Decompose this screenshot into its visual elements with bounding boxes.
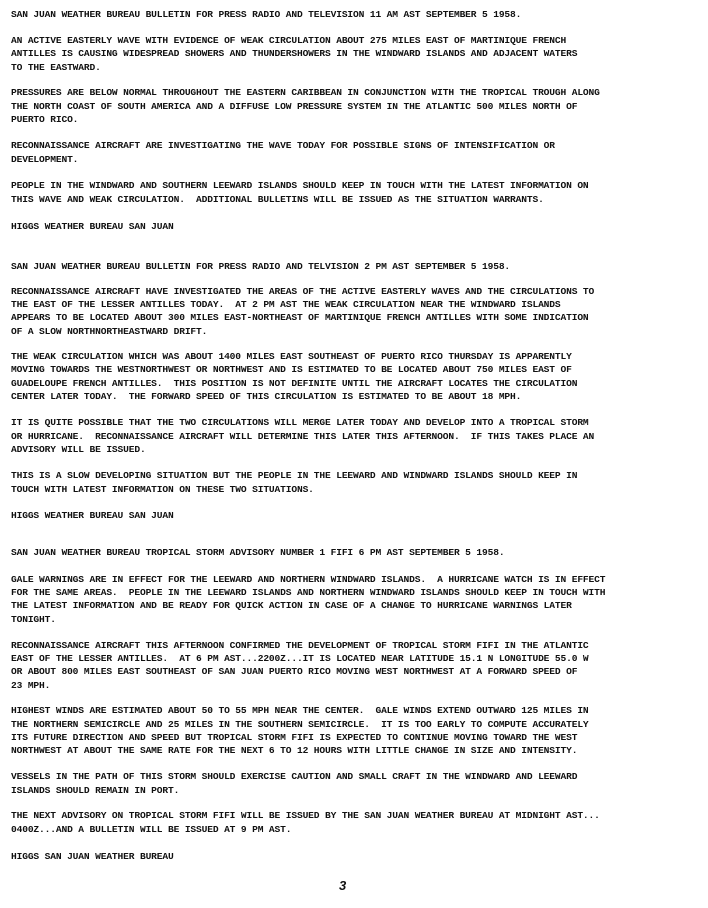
bulletin-1-heading: SAN JUAN WEATHER BUREAU BULLETIN FOR PRESS RADIO AND TELEVISION 11 AM AST SEPTEMBER 5 1958. bbox=[11, 9, 522, 20]
advisory-p4-line: VESSELS IN THE PATH OF THIS STORM SHOULD EXERCISE CAUTION AND SMALL CRAFT IN THE WINDWARD AND LEEWARD bbox=[11, 771, 578, 782]
bulletin-2-p1-line: OF A SLOW NORTHNORTHEASTWARD DRIFT. bbox=[11, 326, 208, 337]
advisory-p3-line: NORTHWEST AT ABOUT THE SAME RATE FOR THE NEXT 6 TO 12 HOURS WITH LITTLE CHANGE IN SIZE AND INTENSITY. bbox=[11, 745, 578, 756]
bulletin-1-p1-line: TO THE EASTWARD. bbox=[11, 62, 101, 73]
advisory-p2-line: 23 MPH. bbox=[11, 680, 51, 691]
bulletin-2-p4-line: TOUCH WITH LATEST INFORMATION ON THESE TWO SITUATIONS. bbox=[11, 484, 314, 495]
bulletin-2-p2-line: THE WEAK CIRCULATION WHICH WAS ABOUT 1400 MILES EAST SOUTHEAST OF PUERTO RICO THURSDAY IS APPARENTLY bbox=[11, 351, 572, 362]
bulletin-2-signature: HIGGS WEATHER BUREAU SAN JUAN bbox=[11, 510, 174, 521]
advisory-heading: SAN JUAN WEATHER BUREAU TROPICAL STORM ADVISORY NUMBER 1 FIFI 6 PM AST SEPTEMBER 5 1958. bbox=[11, 547, 505, 558]
advisory-p2-line: RECONNAISSANCE AIRCRAFT THIS AFTERNOON CONFIRMED THE DEVELOPMENT OF TROPICAL STORM FIFI IN THE ATLANTIC bbox=[11, 640, 589, 651]
advisory-p4-line: ISLANDS SHOULD REMAIN IN PORT. bbox=[11, 785, 180, 796]
advisory-p3-line: THE NORTHERN SEMICIRCLE AND 25 MILES IN THE SOUTHERN SEMICIRCLE. IT IS TOO EARLY TO COMPUTE ACCURATELY bbox=[11, 719, 589, 730]
bulletin-1-signature: HIGGS WEATHER BUREAU SAN JUAN bbox=[11, 221, 174, 232]
advisory-p1-line: THE LATEST INFORMATION AND BE READY FOR QUICK ACTION IN CASE OF A CHANGE TO HURRICANE WARNINGS LATER bbox=[11, 600, 572, 611]
advisory-p2-line: EAST OF THE LESSER ANTILLES. AT 6 PM AST...2200Z...IT IS LOCATED NEAR LATITUDE 15.1 N LONGITUDE 55.0 W bbox=[11, 653, 589, 664]
advisory-p1-line: FOR THE SAME AREAS. PEOPLE IN THE LEEWARD ISLANDS AND NORTHERN WINDWARD ISLANDS SHOULD KEEP IN TOUCH WITH bbox=[11, 587, 606, 598]
bulletin-1-p3-line: DEVELOPMENT. bbox=[11, 154, 79, 165]
advisory-p3-line: HIGHEST WINDS ARE ESTIMATED ABOUT 50 TO 55 MPH NEAR THE CENTER. GALE WINDS EXTEND OUTWARD 125 MILES IN bbox=[11, 705, 589, 716]
advisory-p5-line: THE NEXT ADVISORY ON TROPICAL STORM FIFI WILL BE ISSUED BY THE SAN JUAN WEATHER BUREAU AT MIDNIGHT AST... bbox=[11, 810, 600, 821]
bulletin-2-p3-line: IT IS QUITE POSSIBLE THAT THE TWO CIRCULATIONS WILL MERGE LATER TODAY AND DEVELOP INTO A TROPICAL STORM bbox=[11, 417, 589, 428]
bulletin-2-p1-line: THE EAST OF THE LESSER ANTILLES TODAY. AT 2 PM AST THE WEAK CIRCULATION NEAR THE WINDWARD ISLANDS bbox=[11, 299, 561, 310]
bulletin-2-p3-line: ADVISORY WILL BE ISSUED. bbox=[11, 444, 146, 455]
bulletin-2-p1-line: RECONNAISSANCE AIRCRAFT HAVE INVESTIGATED THE AREAS OF THE ACTIVE EASTERLY WAVES AND THE CIRCULATIONS TO bbox=[11, 286, 595, 297]
bulletin-1-p3-line: RECONNAISSANCE AIRCRAFT ARE INVESTIGATING THE WAVE TODAY FOR POSSIBLE SIGNS OF INTENSIFICATION OR bbox=[11, 140, 555, 151]
bulletin-2-p4-line: THIS IS A SLOW DEVELOPING SITUATION BUT THE PEOPLE IN THE LEEWARD AND WINDWARD ISLANDS SHOULD KEEP IN bbox=[11, 470, 578, 481]
advisory-p2-line: OR ABOUT 800 MILES EAST SOUTHEAST OF SAN JUAN PUERTO RICO MOVING WEST NORTHWEST AT A FORWARD SPEED OF bbox=[11, 666, 578, 677]
page-number: 3 bbox=[339, 878, 347, 893]
advisory-p1-line: GALE WARNINGS ARE IN EFFECT FOR THE LEEWARD AND NORTHERN WINDWARD ISLANDS. A HURRICANE WATCH IS IN EFFECT bbox=[11, 574, 606, 585]
bulletin-2-p1-line: APPEARS TO BE LOCATED ABOUT 300 MILES EAST-NORTHEAST OF MARTINIQUE FRENCH ANTILLES WITH SOME INDICATION bbox=[11, 312, 589, 323]
bulletin-1-p1-line: ANTILLES IS CAUSING WIDESPREAD SHOWERS AND THUNDERSHOWERS IN THE WINDWARD ISLANDS AND ADJACENT WATERS bbox=[11, 48, 578, 59]
bulletin-2-p2-line: GUADELOUPE FRENCH ANTILLES. THIS POSITION IS NOT DEFINITE UNTIL THE AIRCRAFT LOCATES THE CIRCULATION bbox=[11, 378, 578, 389]
advisory-p5-line: 0400Z...AND A BULLETIN WILL BE ISSUED AT 9 PM AST. bbox=[11, 824, 292, 835]
bulletin-1-p1-line: AN ACTIVE EASTERLY WAVE WITH EVIDENCE OF WEAK CIRCULATION ABOUT 275 MILES EAST OF MARTINIQUE FRENCH bbox=[11, 35, 567, 46]
advisory-signature: HIGGS SAN JUAN WEATHER BUREAU bbox=[11, 851, 174, 862]
bulletin-2-p2-line: MOVING TOWARDS THE WESTNORTHWEST OR NORTHWEST AND IS ESTIMATED TO BE LOCATED ABOUT 750 MILES EAST OF bbox=[11, 364, 572, 375]
advisory-p1-line: TONIGHT. bbox=[11, 614, 56, 625]
bulletin-2-heading: SAN JUAN WEATHER BUREAU BULLETIN FOR PRESS RADIO AND TELVISION 2 PM AST SEPTEMBER 5 1958. bbox=[11, 261, 511, 272]
bulletin-1-p2-line: THE NORTH COAST OF SOUTH AMERICA AND A DIFFUSE LOW PRESSURE SYSTEM IN THE ATLANTIC 500 MILES NORTH OF bbox=[11, 101, 578, 112]
bulletin-2-p3-line: OR HURRICANE. RECONNAISSANCE AIRCRAFT WILL DETERMINE THIS LATER THIS AFTERNOON. IF THIS TAKES PLACE AN bbox=[11, 431, 595, 442]
bulletin-2-p2-line: CENTER LATER TODAY. THE FORWARD SPEED OF THIS CIRCULATION IS ESTIMATED TO BE ABOUT 18 MPH. bbox=[11, 391, 522, 402]
bulletin-1-p4-line: PEOPLE IN THE WINDWARD AND SOUTHERN LEEWARD ISLANDS SHOULD KEEP IN TOUCH WITH THE LATEST INFORMATION ON bbox=[11, 180, 589, 191]
advisory-p3-line: ITS FUTURE DIRECTION AND SPEED BUT TROPICAL STORM FIFI IS EXPECTED TO CONTINUE MOVING TOWARD THE WEST bbox=[11, 732, 578, 743]
bulletin-1-p4-line: THIS WAVE AND WEAK CIRCULATION. ADDITIONAL BULLETINS WILL BE ISSUED AS THE SITUATION WARRANTS. bbox=[11, 194, 544, 205]
bulletin-1-p2-line: PRESSURES ARE BELOW NORMAL THROUGHOUT THE EASTERN CARIBBEAN IN CONJUNCTION WITH THE TROPICAL TROUGH ALONG bbox=[11, 87, 600, 98]
bulletin-1-p2-line: PUERTO RICO. bbox=[11, 114, 79, 125]
